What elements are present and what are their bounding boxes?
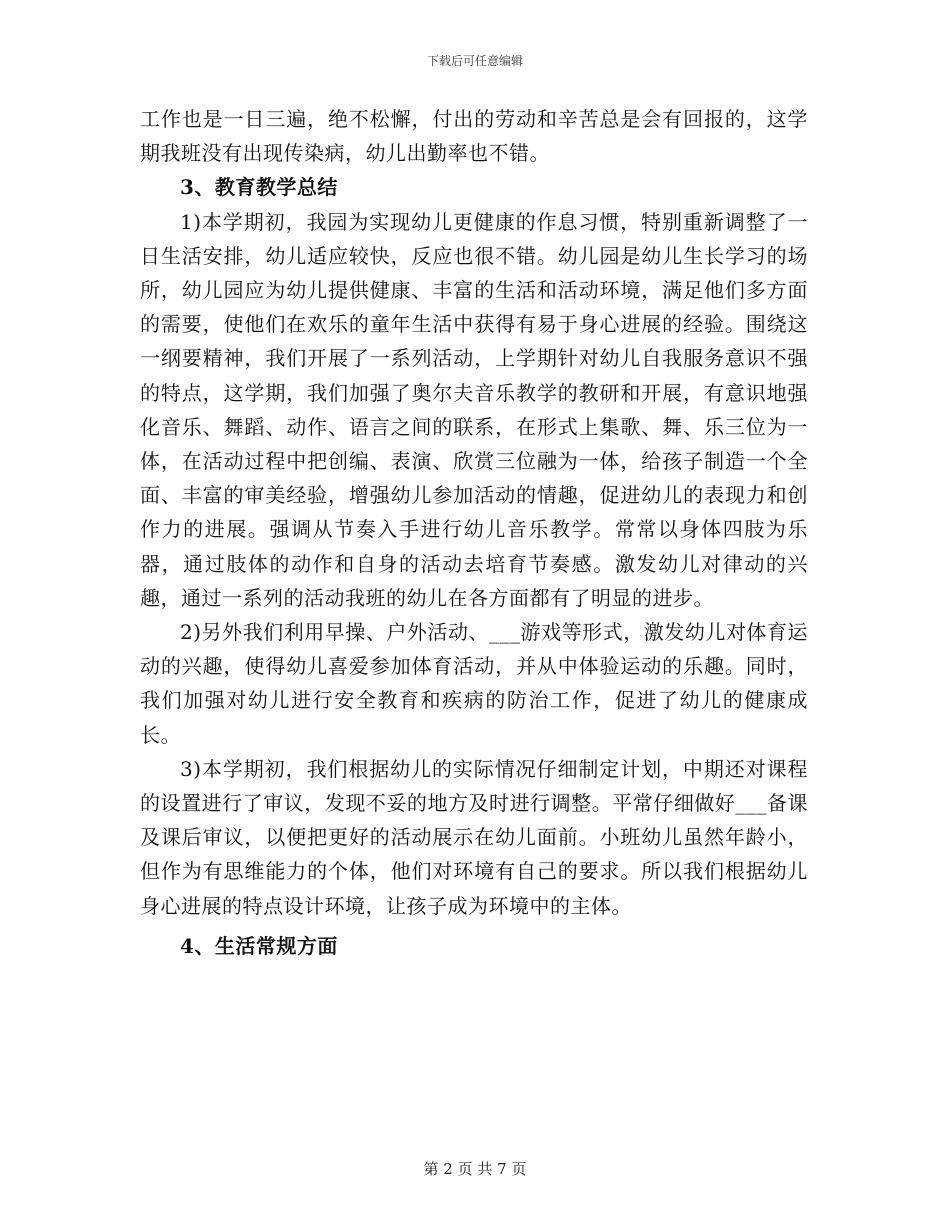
section-heading-4: 4、生活常规方面 [180, 933, 338, 958]
paragraph-3: 3)本学期初，我们根据幼儿的实际情况仔细制定计划，中期还对课程的设置进行了审议，发现不妥的地方及时进行调整。平常仔细做好___备课及课后审议，以便把更好的活动展示在幼儿面前。小班幼儿虽然年龄小，但作为有思维能力的个体，他们对环境有自己的要求。所以我们根据幼儿身心进展的特点设计环境，让孩子成为环境中的主体。 [140, 756, 808, 918]
section-heading-3: 3、教育教学总结 [180, 175, 338, 200]
paragraph-continuation: 工作也是一日三遍，绝不松懈，付出的劳动和辛苦总是会有回报的，这学期我班没有出现传染病，幼儿出勤率也不错。 [140, 107, 808, 166]
document-body [140, 102, 808, 963]
paragraph-1: 1)本学期初，我园为实现幼儿更健康的作息习惯，特别重新调整了一日生活安排，幼儿适应较快，反应也很不错。幼儿园是幼儿生长学习的场所，幼儿园应为幼儿提供健康、丰富的生活和活动环境，满足他们多方面的需要，使他们在欢乐的童年生活中获得有易于身心进展的经验。围绕这一纲要精神，我们开展了一系列活动，上学期针对幼儿自我服务意识不强的特点，这学期，我们加强了奥尔夫音乐教学的教研和开展，有意识地强化音乐、舞蹈、动作、语言之间的联系，在形式上集歌、舞、乐三位为一体，在活动过程中把创编、表演、欣赏三位融为一体，给孩子制造一个全面、丰富的审美经验，增强幼儿参加活动的情趣，促进幼儿的表现力和创作力的进展。强调从节奏入手进行幼儿音乐教学。常常以身体四肢为乐器，通过肢体的动作和自身的活动去培育节奏感。激发幼儿对律动的兴趣，通过一系列的活动我班的幼儿在各方面都有了明显的进步。 [140, 209, 808, 610]
paragraph-2: 2)另外我们利用早操、户外活动、___游戏等形式，激发幼儿对体育运动的兴趣，使得幼儿喜爱参加体育活动，并从中体验运动的乐趣。同时，我们加强对幼儿进行安全教育和疾病的防治工作，促进了幼儿的健康成长。 [140, 620, 808, 747]
page-footer: 第 2 页 共 7 页 [423, 1160, 527, 1178]
page-header: 下载后可任意编辑 [426, 54, 523, 68]
